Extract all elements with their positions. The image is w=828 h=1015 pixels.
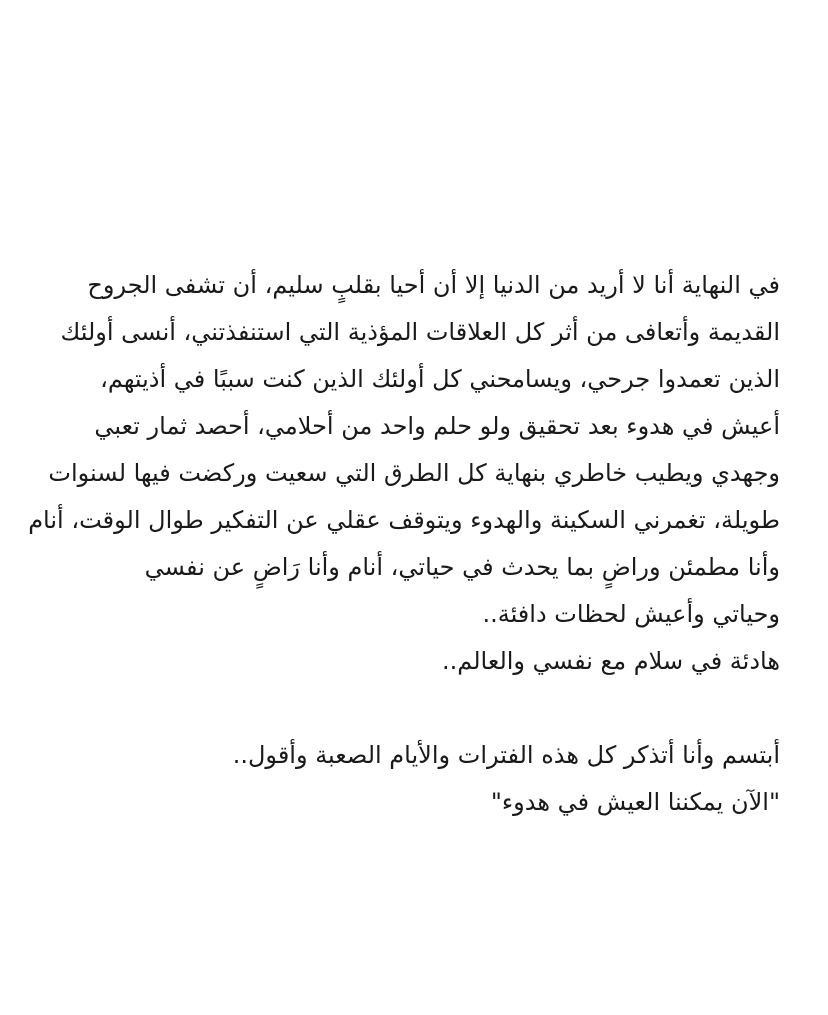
text-line: هادئة في سلام مع نفسي والعالم.. bbox=[442, 647, 780, 675]
text-line: الذين تعمدوا جرحي، ويسامحني كل أولئك الذين كنت سببًا في أذيتهم، bbox=[100, 365, 780, 393]
text-line: وحياتي وأعيش لحظات دافئة.. bbox=[482, 600, 780, 628]
text-line: القديمة وأتعافى من أثر كل العلاقات المؤذية التي استنفذتني، أنسى أولئك bbox=[60, 318, 780, 346]
text-line: وجهدي ويطيب خاطري بنهاية كل الطرق التي سعيت وركضت فيها لسنوات bbox=[48, 459, 780, 487]
text-line: أبتسم وأنا أتذكر كل هذه الفترات والأيام الصعبة وأقول.. bbox=[232, 741, 780, 769]
blank-line bbox=[40, 685, 780, 732]
text-line: أعيش في هدوء بعد تحقيق ولو حلم واحد من أحلامي، أحصد ثمار تعبي bbox=[94, 412, 780, 440]
text-line: وأنا مطمئن وراضٍ بما يحدث في حياتي، أنام وأنا رَاضٍ عن نفسي bbox=[144, 553, 780, 581]
text-line: طويلة، تغمرني السكينة والهدوء ويتوقف عقلي عن التفكير طوال الوقت، أنام bbox=[28, 506, 780, 534]
text-line: في النهاية أنا لا أريد من الدنيا إلا أن أحيا بقلبٍ سليم، أن تشفى الجروح bbox=[87, 271, 780, 299]
closing-quote-line: "الآن يمكننا العيش في هدوء" bbox=[490, 788, 780, 816]
text-body bbox=[28, 262, 780, 826]
